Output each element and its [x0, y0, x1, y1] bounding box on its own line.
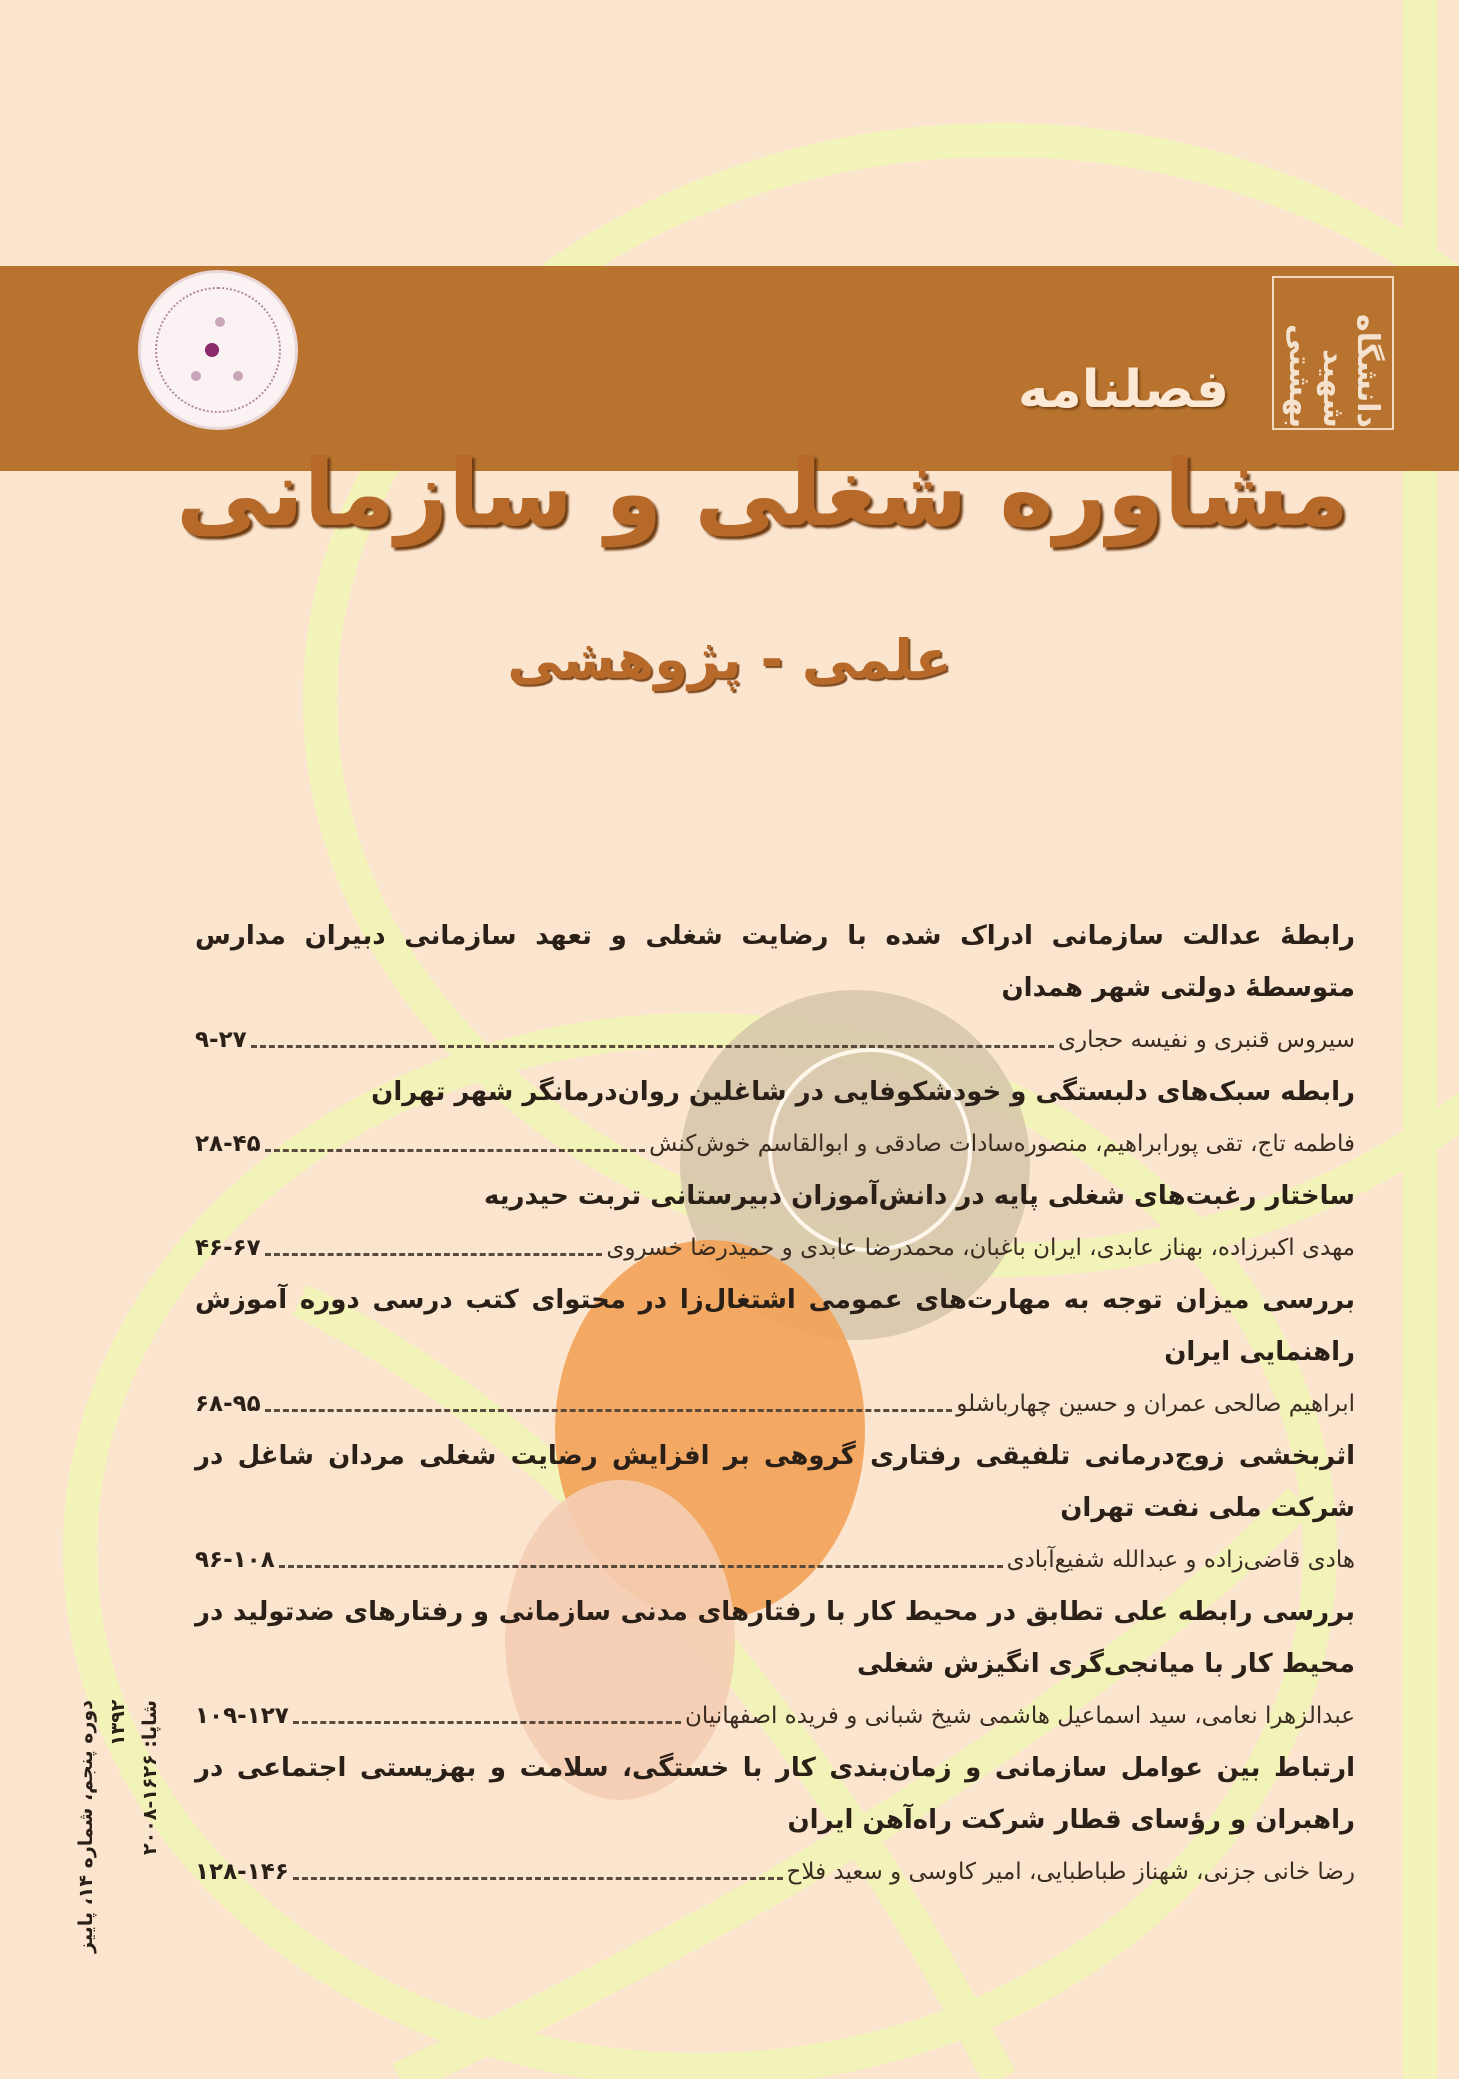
article-pages: ۹۶-۱۰۸: [195, 1547, 275, 1573]
article-title[interactable]: رابطهٔ عدالت سازمانی ادراک شده با رضایت شغلی و تعهد سازمانی دبیران مدارس متوسطهٔ دولتی شهر همدان: [195, 921, 1355, 1003]
article-authors: عبدالزهرا نعامی، سید اسماعیل هاشمی شیخ شبانی و فریده اصفهانیان: [684, 1703, 1355, 1729]
toc-entry[interactable]: [195, 1170, 1355, 1274]
article-byline: [195, 1118, 1355, 1170]
article-pages: ۶۸-۹۵: [195, 1391, 261, 1417]
article-title[interactable]: اثربخشی زوج‌درمانی تلفیقی رفتاری گروهی بر افزایش رضایت شغلی مردان شاغل در شرکت ملی نفت تهران: [195, 1441, 1355, 1523]
issue-info: دوره پنجم، شماره ۱۴، پاییز ۱۳۹۲: [75, 1700, 129, 1953]
journal-kicker: فصلنامه: [1018, 360, 1229, 420]
article-authors: مهدی اکبرزاده، بهناز عابدی، ایران باغبان، محمدرضا عابدی و حمیدرضا خسروی: [606, 1235, 1355, 1261]
article-byline: [195, 1534, 1355, 1586]
article-byline: [195, 1378, 1355, 1430]
spine-info: [70, 1700, 166, 1990]
toc-entry[interactable]: [195, 1586, 1355, 1742]
article-title[interactable]: ساختار رغبت‌های شغلی پایه در دانش‌آموزان دبیرستانی تربت حیدریه: [484, 1181, 1355, 1211]
article-byline: [195, 1846, 1355, 1898]
journal-subtitle: علمی - پژوهشی: [507, 628, 952, 691]
article-authors: فاطمه تاج، تقی پورابراهیم، منصوره‌سادات صادقی و ابوالقاسم خوش‌کنش: [649, 1131, 1355, 1157]
article-pages: ۴۶-۶۷: [195, 1235, 261, 1261]
toc-entry[interactable]: [195, 1742, 1355, 1898]
article-authors: سیروس قنبری و نفیسه حجاری: [1057, 1027, 1355, 1053]
article-title[interactable]: بررسی رابطه علی تطابق در محیط کار با رفتارهای مدنی سازمانی و رفتارهای ضدتولید در محیط کار با میانجی‌گری انگیزش شغلی: [195, 1597, 1355, 1679]
dotted-leader: [265, 1149, 645, 1152]
journal-title: مشاوره شغلی و سازمانی: [176, 440, 1349, 547]
article-byline: [195, 1014, 1355, 1066]
toc-entry[interactable]: [195, 1274, 1355, 1430]
table-of-contents: [195, 910, 1355, 1898]
article-byline: [195, 1222, 1355, 1274]
toc-entry[interactable]: [195, 1066, 1355, 1170]
society-seal-icon: [138, 270, 298, 430]
university-logo: [1272, 276, 1394, 430]
article-pages: ۱۲۸-۱۴۶: [195, 1859, 289, 1885]
dotted-leader: [293, 1877, 783, 1880]
dotted-leader: [279, 1565, 1003, 1568]
article-pages: ۱۰۹-۱۲۷: [195, 1703, 289, 1729]
dotted-leader: [265, 1253, 603, 1256]
article-title[interactable]: رابطه سبک‌های دلبستگی و خودشکوفایی در شاغلین روان‌درمانگر شهر تهران: [371, 1077, 1355, 1107]
article-authors: رضا خانی جزنی، شهناز طباطبایی، امیر کاوسی و سعید فلاح: [786, 1859, 1355, 1885]
article-pages: ۹-۲۷: [195, 1027, 247, 1053]
dotted-leader: [251, 1045, 1054, 1048]
dotted-leader: [293, 1721, 681, 1724]
article-authors: ابراهیم صالحی عمران و حسین چهارباشلو: [956, 1391, 1355, 1417]
article-byline: [195, 1690, 1355, 1742]
article-pages: ۲۸-۴۵: [195, 1131, 261, 1157]
issn: شاپا: ۱۶۲۶-۲۰۰۸: [139, 1700, 161, 1855]
article-title[interactable]: ارتباط بین عوامل سازمانی و زمان‌بندی کار با خستگی، سلامت و بهزیستی اجتماعی در راهبران و رؤسای قطار شرکت راه‌آهن ایران: [195, 1753, 1355, 1835]
article-authors: هادی قاضی‌زاده و عبدالله شفیع‌آبادی: [1006, 1547, 1355, 1573]
article-title[interactable]: بررسی میزان توجه به مهارت‌های عمومی اشتغال‌زا در محتوای کتب درسی دوره آموزش راهنمایی ایران: [195, 1285, 1355, 1367]
university-logo-text: دانشگاه شهید بهشتی: [1282, 314, 1385, 428]
dotted-leader: [265, 1409, 953, 1412]
toc-entry[interactable]: [195, 910, 1355, 1066]
toc-entry[interactable]: [195, 1430, 1355, 1586]
